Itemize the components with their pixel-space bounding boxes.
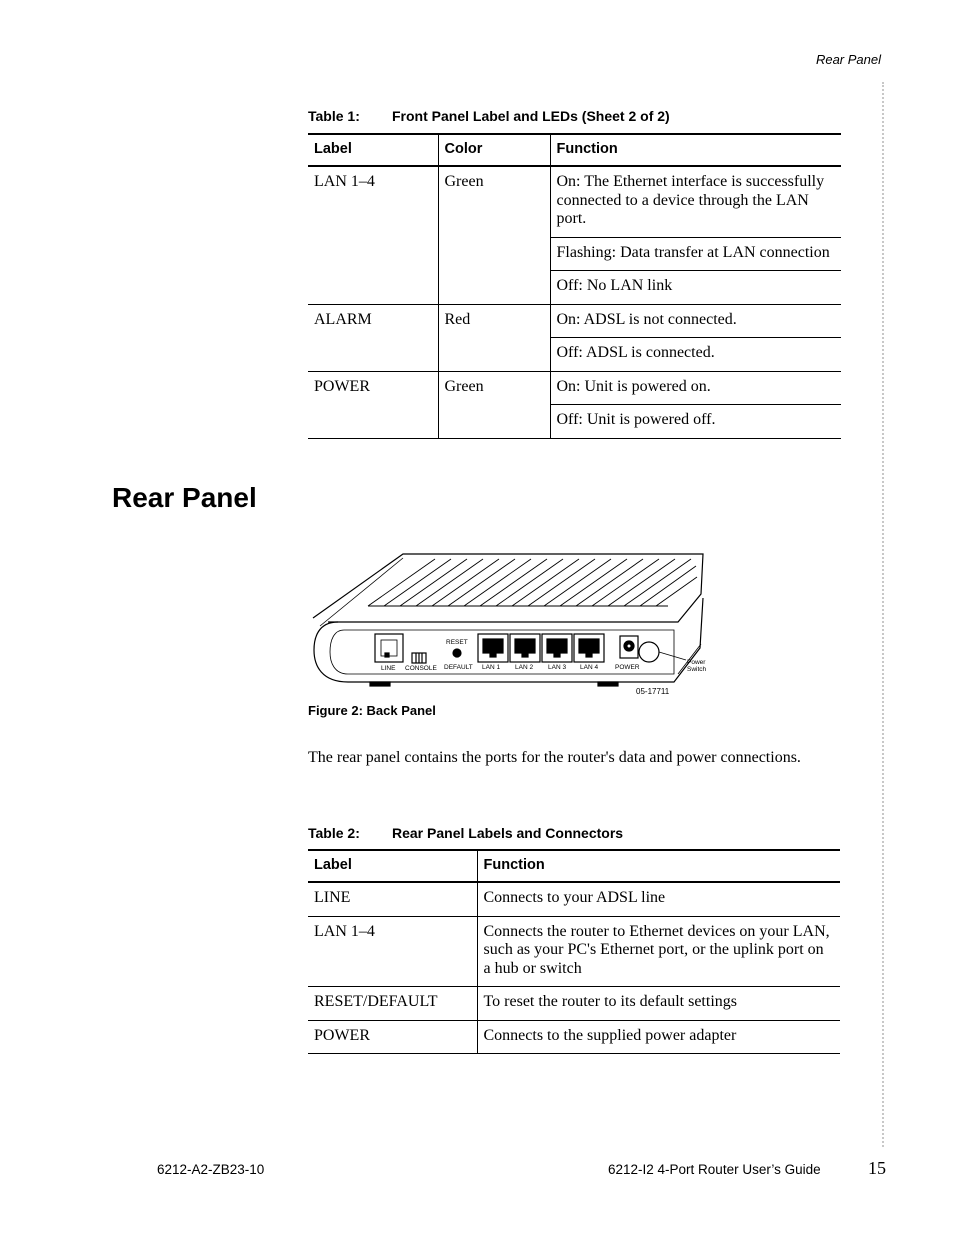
label-power: POWER <box>615 664 640 671</box>
table-row <box>308 1020 840 1054</box>
label-lan3: LAN 3 <box>548 664 567 671</box>
table1-number: Table 1: <box>308 108 360 124</box>
table-cell-function: On: The Ethernet interface is successfully connected to a device through the LAN port. <box>550 166 841 237</box>
table-cell-color: Green <box>438 166 550 304</box>
table-row <box>308 166 841 237</box>
table-cell-function: Connects to the supplied power adapter <box>477 1020 840 1054</box>
table1-header-label: Label <box>308 134 438 166</box>
label-power-switch-2: Switch <box>687 666 707 673</box>
label-default: DEFAULT <box>444 664 473 671</box>
figure-caption: Figure 2: Back Panel <box>308 703 436 718</box>
table-cell-function: On: ADSL is not connected. <box>550 304 841 338</box>
back-panel-figure <box>308 548 718 698</box>
table-cell-function: Off: Unit is powered off. <box>550 405 841 439</box>
margin-rule <box>882 82 884 1147</box>
table1-title: Front Panel Label and LEDs (Sheet 2 of 2) <box>392 108 670 124</box>
table1-header-color: Color <box>438 134 550 166</box>
table-cell-label: LAN 1–4 <box>308 916 477 987</box>
table-cell-function: Off: ADSL is connected. <box>550 338 841 372</box>
table-row <box>308 987 840 1021</box>
table-cell-label: LINE <box>308 882 477 916</box>
table2 <box>308 849 840 1054</box>
table-cell-function: Connects the router to Ethernet devices on your LAN, such as your PC's Ethernet port, or the uplink port on a hub or switch <box>477 916 840 987</box>
table-row <box>308 371 841 405</box>
figure-part-number: 05-17711 <box>636 687 670 696</box>
label-lan2: LAN 2 <box>515 664 534 671</box>
label-console: CONSOLE <box>405 665 437 672</box>
section-title: Rear Panel <box>112 482 257 513</box>
label-power-switch: Power <box>687 659 706 666</box>
table-row <box>308 882 840 916</box>
table-cell-color: Green <box>438 371 550 438</box>
table2-header-function: Function <box>477 850 840 882</box>
table-cell-label: POWER <box>308 1020 477 1054</box>
table2-header-label: Label <box>308 850 477 882</box>
label-lan1: LAN 1 <box>482 664 501 671</box>
footer-guide-title: 6212-I2 4-Port Router User’s Guide <box>608 1162 821 1177</box>
table-cell-label: ALARM <box>308 304 438 371</box>
table-cell-function: Flashing: Data transfer at LAN connection <box>550 237 841 271</box>
table2-caption <box>308 825 623 841</box>
table-cell-label: LAN 1–4 <box>308 166 438 304</box>
table1 <box>308 133 841 439</box>
footer-doc-number: 6212-A2-ZB23-10 <box>157 1162 265 1177</box>
table2-number: Table 2: <box>308 825 360 841</box>
table-cell-function: To reset the router to its default settings <box>477 987 840 1021</box>
label-reset: RESET <box>446 639 468 646</box>
table-cell-function: Off: No LAN link <box>550 271 841 305</box>
table2-title: Rear Panel Labels and Connectors <box>392 825 624 841</box>
body-paragraph: The rear panel contains the ports for the router's data and power connections. <box>308 749 801 766</box>
table1-header-function: Function <box>550 134 841 166</box>
table-cell-label: RESET/DEFAULT <box>308 987 477 1021</box>
table1-caption <box>308 108 670 124</box>
table-cell-function: On: Unit is powered on. <box>550 371 841 405</box>
table-cell-function: Connects to your ADSL line <box>477 882 840 916</box>
running-header: Rear Panel <box>815 52 881 67</box>
label-line: LINE <box>381 665 396 672</box>
table-row <box>308 916 840 987</box>
table-cell-color: Red <box>438 304 550 371</box>
table-row <box>308 304 841 338</box>
table-cell-label: POWER <box>308 371 438 438</box>
page-number: 15 <box>868 1158 886 1178</box>
label-lan4: LAN 4 <box>580 664 599 671</box>
